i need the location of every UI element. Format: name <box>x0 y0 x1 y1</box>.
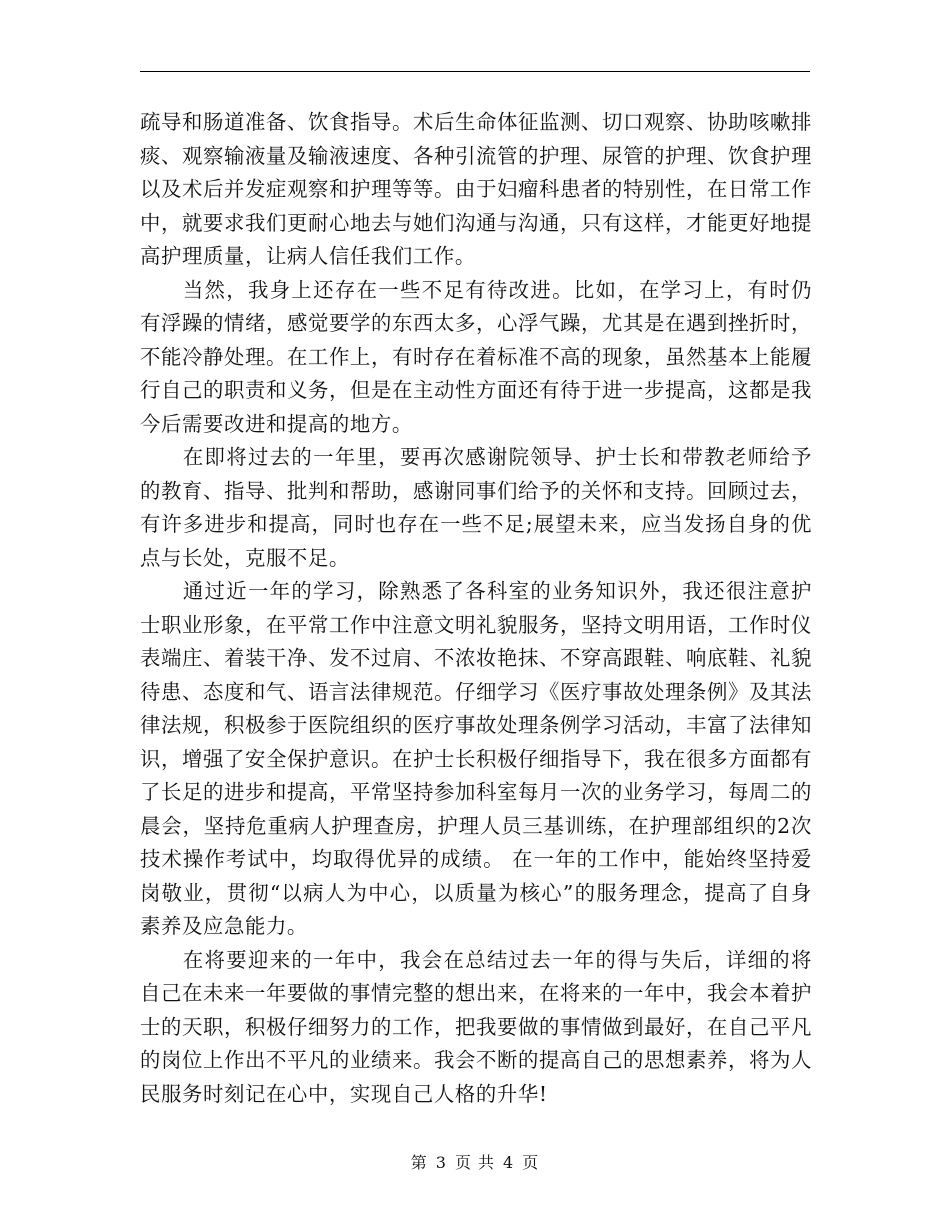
paragraph-2: 当然，我身上还存在一些不足有待改进。比如，在学习上，有时仍有浮躁的情绪，感觉要学的东西太多，心浮气躁，尤其是在遇到挫折时，不能冷静处理。在工作上，有时存在着标准不高的现象，虽然基本上能履行自己的职责和义务，但是在主动性方面还有待于进一步提高，这都是我今后需要改进和提高的地方。 <box>140 277 812 436</box>
footer-suffix: 页 <box>522 1153 540 1172</box>
paragraph-5: 在将要迎来的一年中，我会在总结过去一年的得与失后，详细的将自己在未来一年要做的事情完整的想出来，在将来的一年中，我会本着护士的天职，积极仔细努力的工作，把我要做的事情做到最好，在自己平凡的岗位上作出不平凡的业绩来。我会不断的提高自己的思想素养，将为人民服务时刻记在心中，实现自己人格的升华! <box>140 947 812 1106</box>
paragraph-3: 在即将过去的一年里，要再次感谢院领导、护士长和带教老师给予的教育、指导、批判和帮助，感谢同事们给予的关怀和支持。回顾过去，有许多进步和提高，同时也存在一些不足;展望未来，应当发扬自身的优点与长处，克服不足。 <box>140 445 812 570</box>
footer-middle: 页 共 <box>454 1153 496 1172</box>
document-body <box>140 106 812 1111</box>
header-rule <box>140 71 810 72</box>
paragraph-4: 通过近一年的学习，除熟悉了各科室的业务知识外，我还很注意护士职业形象，在平常工作中注意文明礼貌服务，坚持文明用语，工作时仪表端庄、着装干净、发不过肩、不浓妆艳抹、不穿高跟鞋、响底鞋、礼貌待患、态度和气、语言法律规范。仔细学习《医疗事故处理条例》及其法律法规，积极参于医院组织的医疗事故处理条例学习活动，丰富了法律知识，增强了安全保护意识。在护士长积极仔细指导下，我在很多方面都有了长足的进步和提高，平常坚持参加科室每月一次的业务学习，每周二的晨会，坚持危重病人护理查房，护理人员三基训练，在护理部组织的2次技术操作考试中，均取得优异的成绩。 在一年的工作中，能始终坚持爱岗敬业，贯彻“以病人为中心，以质量为核心”的服务理念，提高了自身素养及应急能力。 <box>140 579 812 938</box>
page-footer <box>0 1150 950 1173</box>
footer-current-page: 3 <box>435 1153 447 1172</box>
footer-prefix: 第 <box>410 1153 428 1172</box>
footer-total-pages: 4 <box>503 1153 515 1172</box>
paragraph-1: 疏导和肠道准备、饮食指导。术后生命体征监测、切口观察、协助咳嗽排痰、观察输液量及输液速度、各种引流管的护理、尿管的护理、饮食护理以及术后并发症观察和护理等等。由于妇瘤科患者的特别性，在日常工作中，就要求我们更耐心地去与她们沟通与沟通，只有这样，才能更好地提高护理质量，让病人信任我们工作。 <box>140 110 812 268</box>
